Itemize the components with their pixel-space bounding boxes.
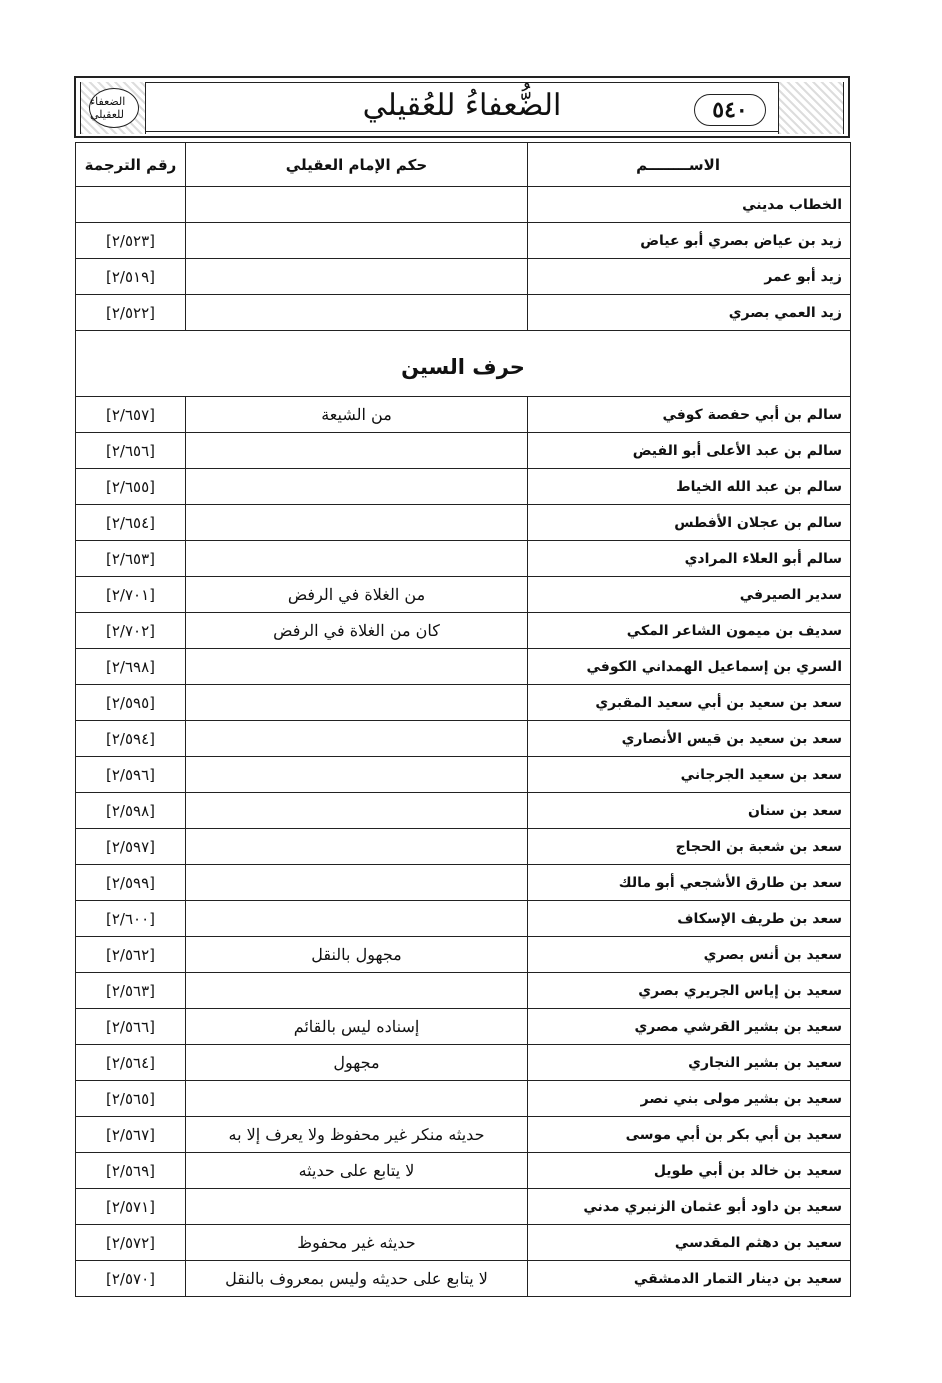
table-row (76, 259, 851, 295)
translation-ref: [٢/٥٦٦] (76, 1009, 186, 1045)
section-title: حرف السين (76, 331, 851, 397)
narrator-name: سعد بن سعيد الجرجاني (528, 757, 851, 793)
column-header-name: الاســــــــم (528, 143, 851, 187)
ruling-text (186, 829, 528, 865)
narrator-name: سعد بن شعبة بن الحجاج (528, 829, 851, 865)
narrator-name: سعيد بن دينار التمار الدمشقي (528, 1261, 851, 1297)
ruling-text (186, 259, 528, 295)
translation-ref: [٢/٥٧٢] (76, 1225, 186, 1261)
ruling-text (186, 433, 528, 469)
column-header-ref: رقم الترجمة (76, 143, 186, 187)
table-row (76, 1261, 851, 1297)
table-row (76, 541, 851, 577)
ruling-text (186, 1189, 528, 1225)
ruling-text (186, 757, 528, 793)
table-row (76, 793, 851, 829)
narrator-name: سعد بن سعيد بن قيس الأنصاري (528, 721, 851, 757)
ruling-text: حديثه منكر غير محفوظ ولا يعرف إلا به (186, 1117, 528, 1153)
ruling-text (186, 721, 528, 757)
narrator-name: سدير الصيرفي (528, 577, 851, 613)
narrator-name: سعيد بن أبي بكر بن أبي موسى (528, 1117, 851, 1153)
translation-ref: [٢/٥٩٥] (76, 685, 186, 721)
translation-ref: [٢/٥٧١] (76, 1189, 186, 1225)
ruling-text (186, 469, 528, 505)
ruling-text: حديثه غير محفوظ (186, 1225, 528, 1261)
table-row (76, 649, 851, 685)
translation-ref (76, 187, 186, 223)
table-row (76, 1045, 851, 1081)
ruling-text (186, 1081, 528, 1117)
table-row (76, 1225, 851, 1261)
translation-ref: [٢/٥٢٣] (76, 223, 186, 259)
table-row (76, 865, 851, 901)
table-row (76, 1153, 851, 1189)
translation-ref: [٢/٥١٩] (76, 259, 186, 295)
narrator-name: سعد بن طارق الأشجعي أبو مالك (528, 865, 851, 901)
ruling-text (186, 865, 528, 901)
table-row (76, 295, 851, 331)
emblem-roundel: الضعفاء للعقيلي (89, 88, 139, 128)
translation-ref: [٢/٧٠١] (76, 577, 186, 613)
translation-ref: [٢/٥٦٩] (76, 1153, 186, 1189)
narrator-name: سالم أبو العلاء المرادي (528, 541, 851, 577)
ruling-text: إسناده ليس بالقائم (186, 1009, 528, 1045)
translation-ref: [٢/٧٠٢] (76, 613, 186, 649)
table-row (76, 937, 851, 973)
narrator-name: سعد بن سعيد بن أبي سعيد المقبري (528, 685, 851, 721)
translation-ref: [٢/٥٦٢] (76, 937, 186, 973)
rows-after-section (76, 397, 851, 1297)
page-header (74, 76, 850, 138)
narrator-name: سعيد بن إياس الجريري بصري (528, 973, 851, 1009)
translation-ref: [٢/٥٩٧] (76, 829, 186, 865)
narrator-name: سعيد بن بشير القرشي مصري (528, 1009, 851, 1045)
translation-ref: [٢/٥٦٧] (76, 1117, 186, 1153)
table-row (76, 901, 851, 937)
translation-ref: [٢/٦٩٨] (76, 649, 186, 685)
translation-ref: [٢/٥٦٣] (76, 973, 186, 1009)
ruling-text: كان من الغلاة في الرفض (186, 613, 528, 649)
section-row (76, 331, 851, 397)
ruling-text (186, 223, 528, 259)
ruling-text (186, 187, 528, 223)
narrator-name: سعيد بن داود أبو عثمان الزنبري مدني (528, 1189, 851, 1225)
translation-ref: [٢/٥٩٨] (76, 793, 186, 829)
table-row (76, 1189, 851, 1225)
translation-ref: [٢/٥٦٥] (76, 1081, 186, 1117)
narrator-name: سعيد بن خالد بن أبي طويل (528, 1153, 851, 1189)
translation-ref: [٢/٥٩٩] (76, 865, 186, 901)
narrator-name: سعد بن سنان (528, 793, 851, 829)
ruling-text: مجهول بالنقل (186, 937, 528, 973)
narrator-name: سعيد بن بشير النجاري (528, 1045, 851, 1081)
translation-ref: [٢/٦٥٦] (76, 433, 186, 469)
table-row (76, 433, 851, 469)
table-row (76, 505, 851, 541)
page-number: ٥٤٠ (694, 94, 766, 126)
translation-ref: [٢/٦٥٣] (76, 541, 186, 577)
ruling-text: من الشيعة (186, 397, 528, 433)
translation-ref: [٢/٥٩٤] (76, 721, 186, 757)
table-row (76, 577, 851, 613)
ruling-text: من الغلاة في الرفض (186, 577, 528, 613)
narrator-name: زيد العمي بصري (528, 295, 851, 331)
translation-ref: [٢/٦٥٥] (76, 469, 186, 505)
ruling-text (186, 505, 528, 541)
ruling-text: مجهول (186, 1045, 528, 1081)
table-row (76, 1117, 851, 1153)
table-row (76, 187, 851, 223)
narrators-table (75, 142, 851, 1297)
narrator-name: الخطاب مديني (528, 187, 851, 223)
translation-ref: [٢/٥٩٦] (76, 757, 186, 793)
translation-ref: [٢/٥٢٢] (76, 295, 186, 331)
ruling-text (186, 685, 528, 721)
narrator-name: سالم بن أبي حفصة كوفي (528, 397, 851, 433)
translation-ref: [٢/٦٥٤] (76, 505, 186, 541)
ruling-text (186, 649, 528, 685)
narrator-name: سديف بن ميمون الشاعر المكي (528, 613, 851, 649)
ruling-text (186, 973, 528, 1009)
ruling-text: لا يتابع على حديثه وليس بمعروف بالنقل (186, 1261, 528, 1297)
ruling-text (186, 541, 528, 577)
narrator-name: سعد بن طريف الإسكاف (528, 901, 851, 937)
translation-ref: [٢/٦٥٧] (76, 397, 186, 433)
translation-ref: [٢/٥٦٤] (76, 1045, 186, 1081)
narrator-name: سالم بن عبد الأعلى أبو الفيض (528, 433, 851, 469)
book-title: الضُّعفاءُ للعُقيلي (362, 88, 562, 123)
ruling-text (186, 295, 528, 331)
column-header-ruling: حكم الإمام العقيلي (186, 143, 528, 187)
ruling-text (186, 901, 528, 937)
table-row (76, 223, 851, 259)
table-row (76, 469, 851, 505)
narrator-name: زيد بن عياض بصري أبو عياض (528, 223, 851, 259)
translation-ref: [٢/٥٧٠] (76, 1261, 186, 1297)
narrator-name: سالم بن عجلان الأفطس (528, 505, 851, 541)
narrator-name: السري بن إسماعيل الهمداني الكوفي (528, 649, 851, 685)
table-row (76, 613, 851, 649)
table-row (76, 973, 851, 1009)
table-row (76, 757, 851, 793)
narrator-name: سالم بن عبد الله الخياط (528, 469, 851, 505)
table-header-row (76, 143, 851, 187)
table-row (76, 1009, 851, 1045)
table-row (76, 1081, 851, 1117)
table-row (76, 721, 851, 757)
narrator-name: زيد أبو عمر (528, 259, 851, 295)
table-row (76, 685, 851, 721)
table-row (76, 397, 851, 433)
translation-ref: [٢/٦٠٠] (76, 901, 186, 937)
narrator-name: سعيد بن دهثم المقدسي (528, 1225, 851, 1261)
ruling-text (186, 793, 528, 829)
rows-before-section (76, 187, 851, 331)
narrator-name: سعيد بن بشير مولى بني نصر (528, 1081, 851, 1117)
table-row (76, 829, 851, 865)
narrator-name: سعيد بن أنس بصري (528, 937, 851, 973)
ruling-text: لا يتابع على حديثه (186, 1153, 528, 1189)
